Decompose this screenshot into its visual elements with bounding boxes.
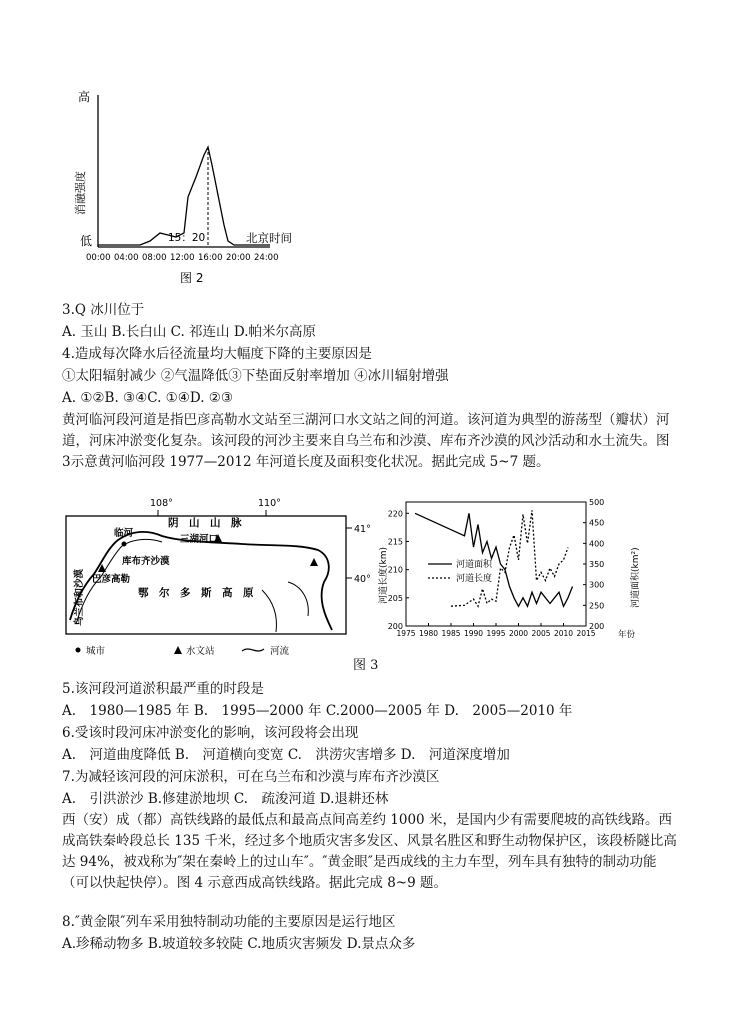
y-right-tick-label: 250 [589, 601, 605, 611]
legend-river-label: 河流 [270, 646, 290, 657]
peak-time-annotation: 15：20 [168, 232, 206, 244]
y-left-tick-label: 210 [387, 565, 403, 575]
city-linhe-label: 临河 [114, 528, 134, 539]
y-left-tick-label: 200 [387, 622, 403, 631]
x-ticks [86, 253, 279, 263]
y-right-tick-label: 450 [589, 518, 605, 528]
y-right-tick-label: 300 [589, 580, 605, 590]
x-tick: 12:00 [170, 253, 195, 263]
series-line-area [415, 513, 573, 606]
q6-stem: 6.受该时段河床冲淤变化的影响，该河段将会出现 [62, 725, 359, 741]
q4-stem: 4.造成每次降水后径流量均大幅度下降的主要原因是 [62, 346, 372, 362]
x-tick-label: 2000 [508, 629, 529, 638]
y-left-tick-label: 215 [387, 537, 403, 547]
q6-options: A. 河道曲度降低 B. 河道横向变宽 C. 洪涝灾害增多 D. 河道深度增加 [62, 747, 510, 763]
y-right-tick-label: 200 [589, 622, 605, 631]
passage-huanghe: 黄河临河段河道是指巴彦高勒水文站至三湖河口水文站之间的河道。该河道为典型的游荡型（瓣状）河道，河床冲淤变化复杂。该河段的河沙主要来自乌兰布和沙漠、库布齐沙漠的风沙活动和水土流失。图 3示意黄河临河段 1977—2012 年河道长度及面积变化状况。据此完成 5~7 题。 [62, 412, 670, 470]
figure-3-map [62, 490, 377, 660]
q5-options: A. 1980—1985 年 B. 1995—2000 年 C.2000—2005 年 D. 2005—2010 年 [62, 703, 573, 719]
series-line-length [451, 510, 568, 606]
q3-stem: 3.Q 冰川位于 [62, 302, 145, 318]
y-right-tick-label: 350 [589, 560, 605, 569]
x-tick-label: 1995 [486, 629, 506, 638]
lon-108-label: 108° [150, 498, 173, 509]
legend-city-label: 城市 [86, 646, 106, 657]
x-tick: 08:00 [142, 253, 167, 263]
x-tick-label: 2015 [576, 629, 596, 638]
x-unit-label: 年份 [618, 630, 636, 640]
y-left-tick-label: 205 [387, 593, 403, 603]
legend-city-icon [76, 648, 81, 653]
desert-kubuqi-label: 库布齐沙漠 [122, 556, 170, 567]
lat-41-label: 41° [354, 524, 371, 535]
q8-stem: 8.″黄金限″列车采用独特制动功能的主要原因是运行地区 [62, 914, 396, 930]
x-tick: 04:00 [114, 253, 139, 263]
q3-options: A. 玉山 B.长白山 C. 祁连山 D.帕米尔高原 [62, 324, 316, 340]
x-tick: 00:00 [86, 253, 111, 263]
tributary [262, 590, 276, 632]
x-tick-label: 2005 [531, 629, 551, 638]
q4-options: A. ①②B. ③④C. ①④D. ②③ [62, 390, 234, 406]
x-axis-label: 北京时间 [246, 231, 292, 245]
x-tick: 16:00 [198, 253, 223, 263]
q4-items: ①太阳辐射减少 ②气温降低③下垫面反射率增加 ④冰川辐射增强 [62, 368, 449, 384]
y-right-label: 河道面积(km²) [631, 547, 641, 608]
figure-3-caption: 图 3 [353, 658, 379, 673]
q7-options: A. 引洪淤沙 B.修建淤地坝 C. 疏浚河道 D.退耕还林 [62, 791, 389, 807]
q5-stem: 5.该河段河道淤积最严重的时段是 [62, 681, 264, 697]
y-high-label: 高 [78, 90, 91, 104]
city-linhe-dot [122, 542, 127, 547]
figure-2-caption: 图 2 [180, 271, 204, 285]
desert-wulan-label: 乌兰布和沙漠 [74, 568, 85, 626]
y-right-tick-label: 500 [589, 498, 605, 507]
x-tick-label: 1975 [396, 629, 416, 638]
y-left-tick-label: 220 [387, 509, 403, 519]
plateau-label: 鄂 尔 多 斯 高 原 [138, 587, 254, 599]
figure-3-chart [376, 492, 646, 652]
legend-river-icon [242, 649, 264, 651]
station-east-icon [310, 558, 318, 566]
lon-110-label: 110° [258, 498, 281, 509]
x-tick: 20:00 [226, 253, 251, 263]
station-sanhu-label: 三湖河口 [180, 534, 219, 545]
tributary [288, 582, 308, 616]
lat-40-label: 40° [354, 574, 371, 585]
x-tick-label: 1990 [463, 629, 484, 638]
passage-xicheng: 西（安）成（都）高铁线路的最低点和最高点间高差约 1000 米，是国内少有需要爬坡的高铁线路。西成高铁秦岭段总长 135 千米，经过多个地质灾害多发区、风景名胜区和野生动物保护区，该段桥隧比高达 94%，被戏称为″架在秦岭上的过山车″。″黄金眼″是西成线的主力车型，列车具有独特的制动功能（可以快起快停）。图 4 示意西成高铁线路。据此完成 8~9 题。 [62, 812, 677, 891]
legend-station-icon [174, 646, 182, 654]
x-tick-label: 1980 [418, 629, 439, 638]
y-low-label: 低 [80, 234, 93, 248]
legend-station-label: 水文站 [186, 646, 215, 657]
legend-series-length: 河道长度 [456, 574, 493, 584]
q7-stem: 7.为减轻该河段的河床淤积，可在乌兰布和沙漠与库布齐沙漠区 [62, 769, 440, 785]
figure-2-melt-chart [70, 85, 310, 295]
y-right-tick-label: 400 [589, 539, 605, 549]
y-axis-label: 消融强度 [74, 171, 87, 215]
melt-curve [98, 147, 270, 245]
x-tick: 24:00 [254, 253, 279, 263]
x-tick-label: 1985 [441, 629, 461, 638]
x-tick-label: 2010 [553, 629, 574, 638]
mountain-label: 阴 山 山 脉 [168, 517, 242, 529]
q8-options: A.珍稀动物多 B.坡道较多较陡 C.地质灾害频发 D.景点众多 [62, 936, 416, 952]
y-left-label: 河道长度(km) [379, 546, 389, 604]
legend-series-area: 河道面积 [456, 560, 493, 570]
station-bayan-label: 巴彦高勒 [92, 574, 131, 585]
